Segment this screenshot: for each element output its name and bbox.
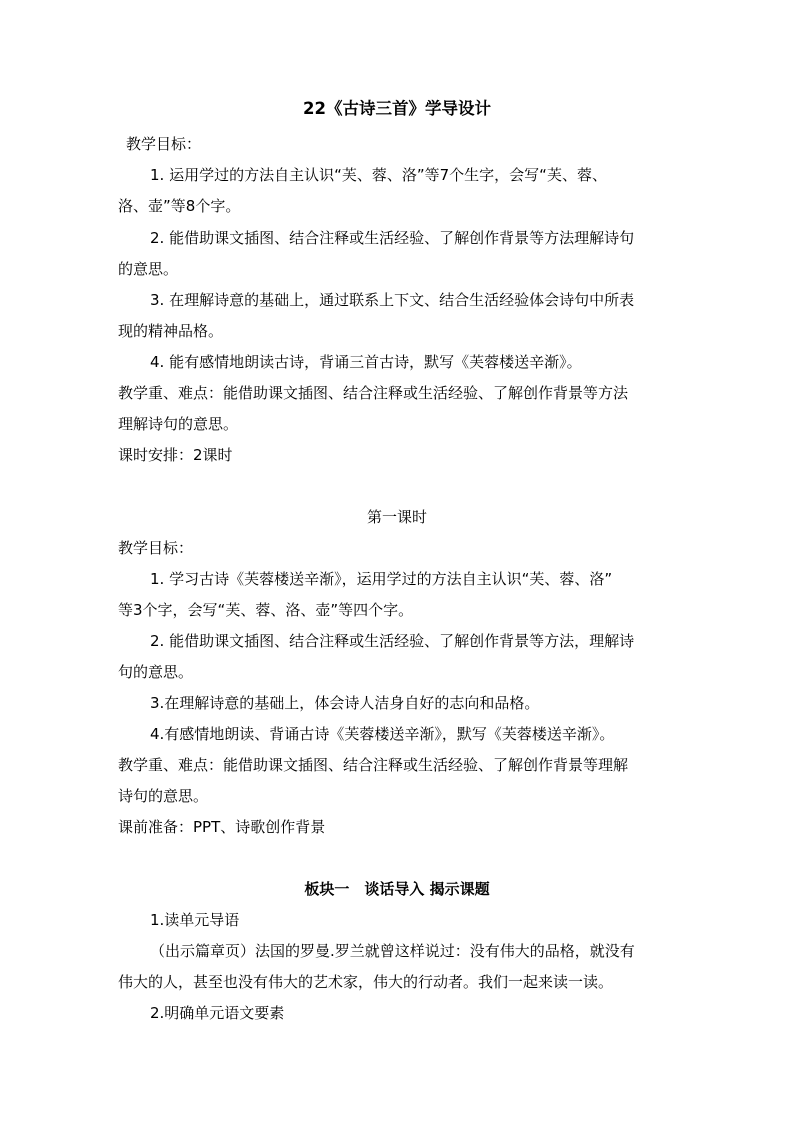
goal-1-line-2: 洛、壶”等8个字。 — [118, 197, 241, 215]
lesson1-key-points-line-2: 诗句的意思。 — [118, 787, 209, 805]
goal-2-line-2: 的意思。 — [118, 260, 179, 278]
block1-step1-text-line-1: （出示篇章页）法国的罗曼.罗兰就曾这样说过：没有伟大的品格，就没有 — [150, 942, 635, 960]
key-points-line-2: 理解诗句的意思。 — [118, 415, 239, 433]
lesson1-preparation: 课前准备：PPT、诗歌创作背景 — [118, 818, 326, 836]
key-points-line-1: 教学重、难点：能借助课文插图、结合注释或生活经验、了解创作背景等方法 — [118, 384, 629, 402]
goal-4: 4. 能有感情地朗读古诗，背诵三首古诗，默写《芙蓉楼送辛渐》。 — [150, 353, 582, 371]
block1-step1: 1.读单元导语 — [150, 911, 240, 929]
lesson1-goal-3: 3.在理解诗意的基础上，体会诗人洁身自好的志向和品格。 — [150, 694, 540, 712]
lesson1-key-points-line-1: 教学重、难点：能借助课文插图、结合注释或生活经验、了解创作背景等理解 — [118, 756, 629, 774]
lesson1-goals-heading: 教学目标： — [118, 539, 194, 557]
goal-1-line-1: 1. 运用学过的方法自主认识“芙、蓉、洛”等7个生字，会写“芙、蓉、 — [150, 166, 607, 184]
lesson1-goal-2-line-2: 句的意思。 — [118, 663, 194, 681]
lesson1-heading: 第一课时 — [366, 508, 427, 526]
block1-step2: 2.明确单元语文要素 — [150, 1004, 285, 1022]
goals-heading: 教学目标： — [126, 135, 202, 153]
lesson1-goal-2-line-1: 2. 能借助课文插图、结合注释或生活经验、了解创作背景等方法，理解诗 — [150, 632, 635, 650]
goal-3-line-2: 现的精神品格。 — [118, 322, 224, 340]
block1-step1-text-line-2: 伟大的人，甚至也没有伟大的艺术家，伟大的行动者。我们一起来读一读。 — [118, 973, 614, 991]
goal-2-line-1: 2. 能借助课文插图、结合注释或生活经验、了解创作背景等方法理解诗句 — [150, 229, 635, 247]
goal-3-line-1: 3. 在理解诗意的基础上，通过联系上下文、结合生活经验体会诗句中所表 — [150, 291, 635, 309]
document-title: 22《古诗三首》学导设计 — [303, 99, 491, 118]
block1-heading: 板块一 谈话导入 揭示课题 — [304, 880, 490, 898]
lesson1-goal-1-line-1: 1. 学习古诗《芙蓉楼送辛渐》，运用学过的方法自主认识“芙、蓉、洛” — [150, 570, 613, 588]
lesson1-goal-4: 4.有感情地朗读、背诵古诗《芙蓉楼送辛渐》，默写《芙蓉楼送辛渐》。 — [150, 725, 615, 743]
schedule: 课时安排：2课时 — [118, 446, 233, 464]
lesson1-goal-1-line-2: 等3个字，会写“芙、蓉、洛、壶”等四个字。 — [118, 601, 414, 619]
